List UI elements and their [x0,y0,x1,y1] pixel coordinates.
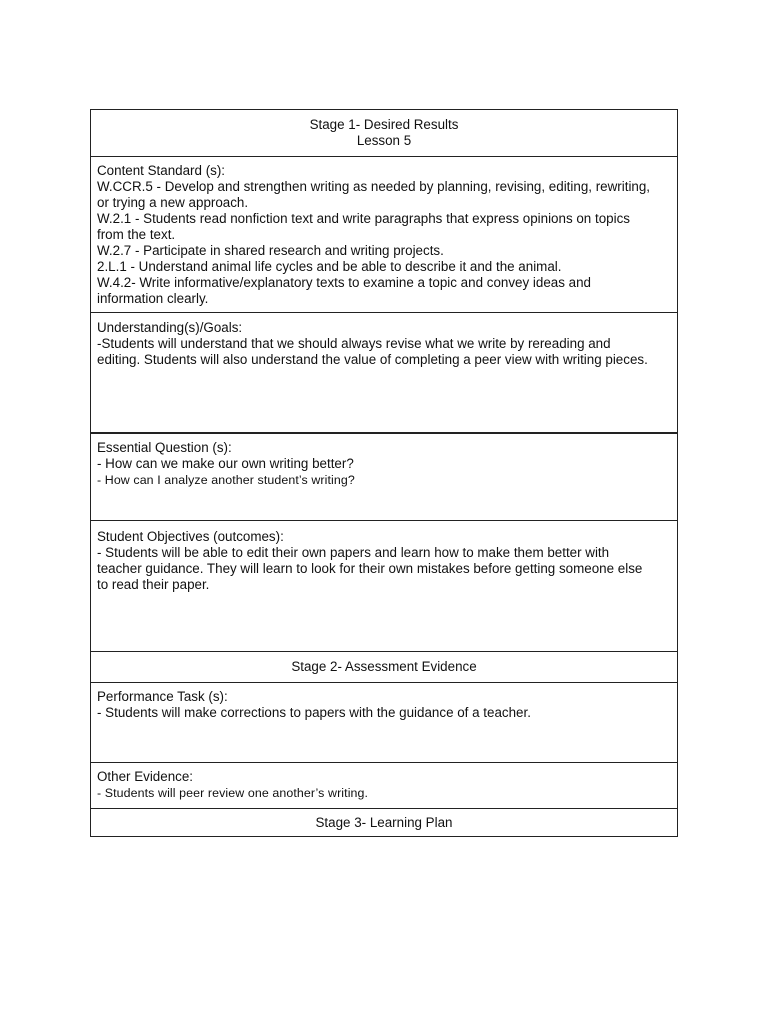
stage2-title: Stage 2- Assessment Evidence [291,659,477,674]
understandings-section [91,312,677,432]
objective-line: - Students will be able to edit their own papers and learn how to make them better with [97,545,610,560]
content-standard-line: 2.L.1 - Understand animal life cycles and be able to describe it and the animal. [97,259,562,274]
performance-task-heading: Performance Task (s): [97,689,228,704]
objectives-heading: Student Objectives (outcomes): [97,529,284,544]
understandings-heading: Understanding(s)/Goals: [97,320,243,335]
lesson-plan-table [90,109,678,837]
content-standards-section [91,156,677,312]
understanding-line: editing. Students will also understand the value of completing a peer view with writing pieces. [97,352,648,367]
content-standard-line: information clearly. [97,291,209,306]
content-standard-line: W.CCR.5 - Develop and strengthen writing as needed by planning, revising, editing, rewriting, [97,179,651,194]
content-standard-line: W.2.1 - Students read nonfiction text and write paragraphs that express opinions on topics [97,211,630,226]
content-standard-line: W.2.7 - Participate in shared research and writing projects. [97,243,444,258]
performance-task-section [91,682,677,762]
stage1-header [91,110,677,156]
essential-questions-section [91,432,677,520]
other-evidence-text: - Students will peer review one another’s writing. [97,786,369,800]
stage1-title: Stage 1- Desired Results [309,117,459,132]
content-standard-line: or trying a new approach. [97,195,249,210]
lesson-number: Lesson 5 [356,133,412,148]
essential-questions-heading: Essential Question (s): [97,440,232,455]
essential-question-1: - How can we make our own writing better? [97,456,354,471]
other-evidence-heading: Other Evidence: [97,769,194,784]
stage3-title: Stage 3- Learning Plan [315,815,453,830]
performance-task-text: - Students will make corrections to papers with the guidance of a teacher. [97,705,531,720]
essential-question-2: - How can I analyze another student’s writing? [97,473,355,487]
objectives-section [91,520,677,651]
objective-line: to read their paper. [97,577,210,592]
content-standard-line: from the text. [97,227,176,242]
stage2-header [91,651,677,682]
stage3-header [91,808,677,836]
content-standards-heading: Content Standard (s): [97,163,226,178]
understanding-line: -Students will understand that we should always revise what we write by rereading and [97,336,611,351]
other-evidence-section [91,762,677,808]
content-standard-line: W.4.2- Write informative/explanatory texts to examine a topic and convey ideas and [97,275,591,290]
objective-line: teacher guidance. They will learn to look for their own mistakes before getting someone else [97,561,643,576]
